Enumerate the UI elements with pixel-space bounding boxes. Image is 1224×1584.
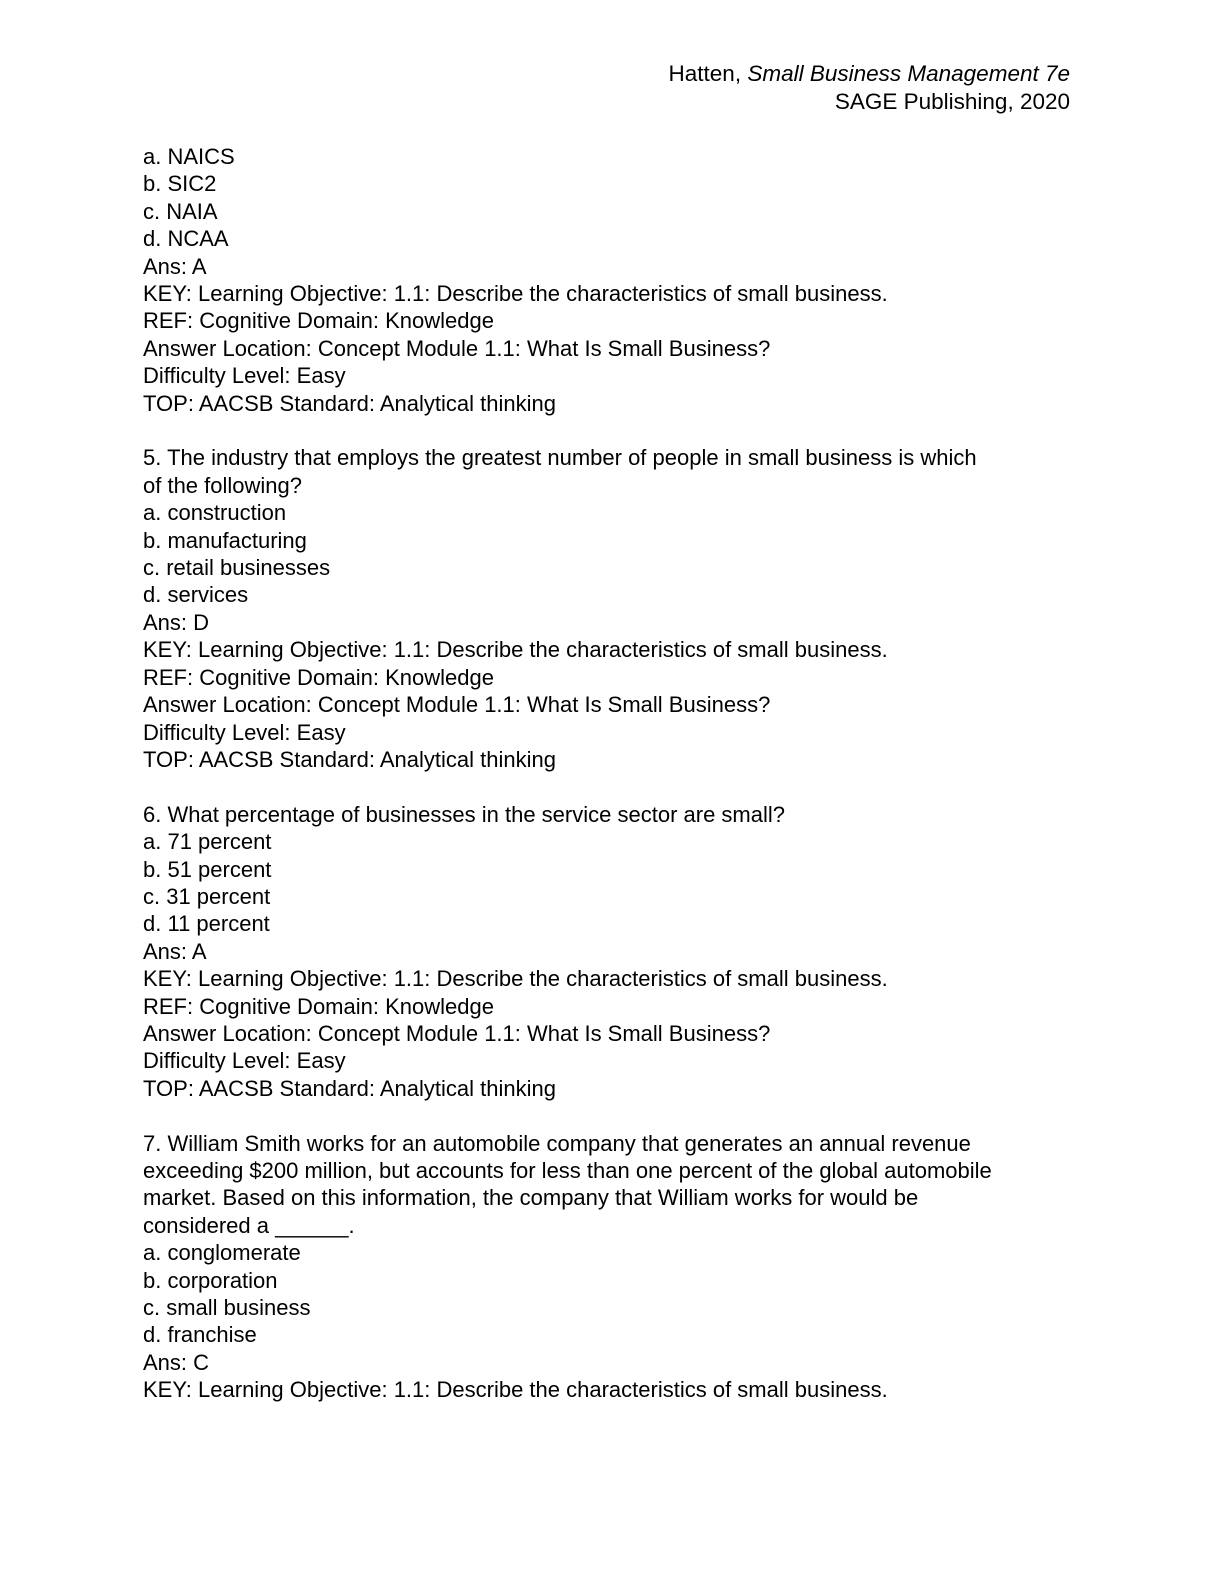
top-line: TOP: AACSB Standard: Analytical thinking: [143, 390, 556, 416]
question-content: [143, 143, 1083, 1404]
question-stem: 6. What percentage of businesses in the service sector are small?: [143, 801, 785, 827]
answer-location-line: Answer Location: Concept Module 1.1: What Is Small Business?: [143, 692, 771, 718]
question-4-tail: [143, 143, 1083, 417]
answer-line: Ans: C: [143, 1349, 210, 1375]
header-book-title: Small Business Management 7e: [747, 61, 1070, 86]
difficulty-line: Difficulty Level: Easy: [143, 363, 346, 389]
question-7: [143, 1130, 1083, 1404]
option-line: d. franchise: [143, 1322, 257, 1348]
option-line: b. manufacturing: [143, 527, 307, 553]
top-line: TOP: AACSB Standard: Analytical thinking: [143, 1075, 556, 1101]
question-stem: market. Based on this information, the company that William works for would be: [143, 1185, 919, 1211]
option-line: c. NAIA: [143, 198, 218, 224]
key-line: KEY: Learning Objective: 1.1: Describe the characteristics of small business.: [143, 1377, 888, 1403]
question-5: [143, 444, 1083, 773]
question-stem: considered a ______.: [143, 1212, 355, 1238]
top-line: TOP: AACSB Standard: Analytical thinking: [143, 746, 556, 772]
key-line: KEY: Learning Objective: 1.1: Describe the characteristics of small business.: [143, 966, 888, 992]
spacer: [143, 773, 1083, 800]
option-line: a. conglomerate: [143, 1240, 301, 1266]
difficulty-line: Difficulty Level: Easy: [143, 719, 346, 745]
ref-line: REF: Cognitive Domain: Knowledge: [143, 993, 494, 1019]
option-line: b. corporation: [143, 1267, 278, 1293]
question-stem: 5. The industry that employs the greatest number of people in small business is which: [143, 445, 977, 471]
key-line: KEY: Learning Objective: 1.1: Describe the characteristics of small business.: [143, 281, 888, 307]
ref-line: REF: Cognitive Domain: Knowledge: [143, 308, 494, 334]
option-line: a. construction: [143, 500, 287, 526]
option-line: a. NAICS: [143, 144, 235, 169]
spacer: [143, 1102, 1083, 1129]
answer-line: Ans: A: [143, 253, 207, 279]
question-stem: of the following?: [143, 472, 302, 498]
option-line: d. NCAA: [143, 226, 229, 252]
spacer: [143, 417, 1083, 444]
option-line: d. 11 percent: [143, 911, 270, 937]
difficulty-line: Difficulty Level: Easy: [143, 1048, 346, 1074]
key-line: KEY: Learning Objective: 1.1: Describe the characteristics of small business.: [143, 637, 888, 663]
option-line: a. 71 percent: [143, 829, 272, 855]
answer-location-line: Answer Location: Concept Module 1.1: What Is Small Business?: [143, 1020, 771, 1046]
header-publisher: SAGE Publishing, 2020: [834, 89, 1070, 114]
question-stem: 7. William Smith works for an automobile company that generates an annual revenue: [143, 1130, 971, 1156]
ref-line: REF: Cognitive Domain: Knowledge: [143, 664, 494, 690]
option-line: b. SIC2: [143, 171, 217, 197]
answer-line: Ans: D: [143, 609, 210, 635]
option-line: c. retail businesses: [143, 555, 331, 581]
option-line: b. 51 percent: [143, 856, 272, 882]
question-stem: exceeding $200 million, but accounts for less than one percent of the global automobile: [143, 1157, 992, 1183]
option-line: d. services: [143, 582, 249, 608]
page-header: [669, 60, 1070, 116]
answer-location-line: Answer Location: Concept Module 1.1: What Is Small Business?: [143, 335, 771, 361]
header-citation: [669, 60, 1070, 88]
header-author: Hatten,: [668, 61, 748, 86]
option-line: c. small business: [143, 1295, 311, 1321]
option-line: c. 31 percent: [143, 883, 271, 909]
answer-line: Ans: A: [143, 938, 207, 964]
question-6: [143, 801, 1083, 1102]
